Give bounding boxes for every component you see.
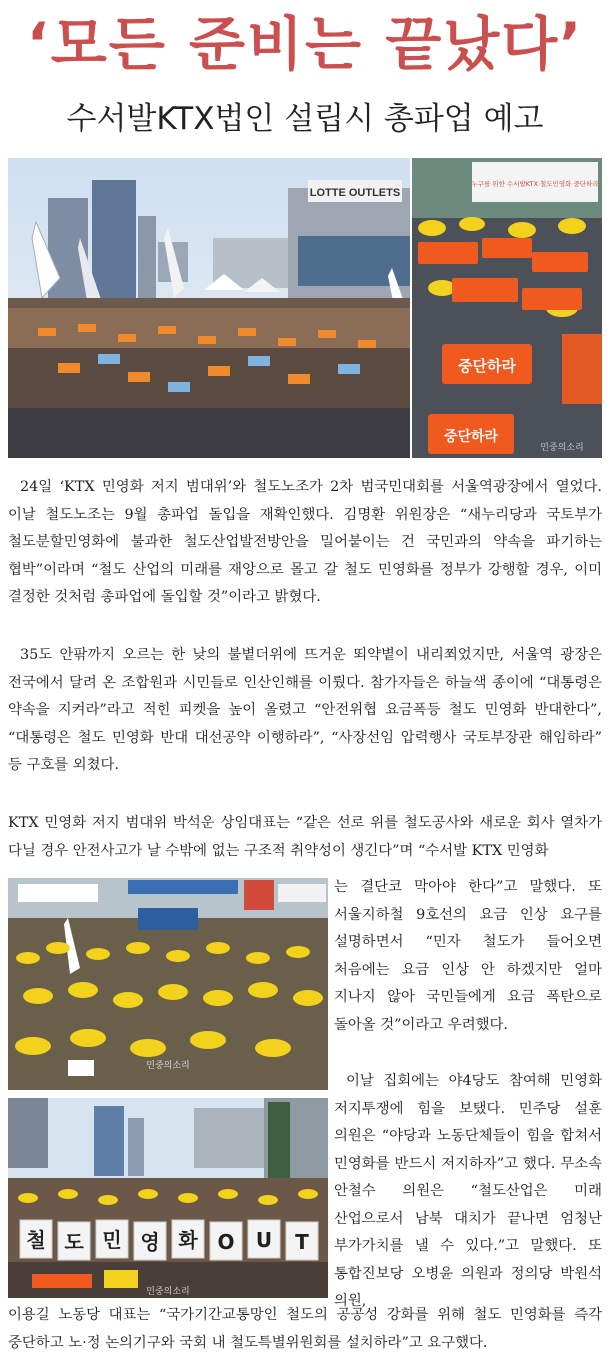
banner-text: 누구를 위한 수서발KTX 철도민영화 중단하라 bbox=[471, 180, 599, 188]
rally-photo-yellow-caps bbox=[8, 878, 328, 1090]
letter-card-1: 철 bbox=[26, 1228, 46, 1252]
rally-photo-plaza bbox=[8, 158, 410, 458]
headline: ‘모든 준비는 끝났다’ bbox=[26, 10, 584, 78]
letter-card-7: U bbox=[255, 1228, 273, 1252]
letter-card-2: 도 bbox=[64, 1230, 84, 1254]
letter-card-4: 영 bbox=[140, 1230, 160, 1254]
letter-card-6: O bbox=[217, 1230, 235, 1254]
placard-text-2: 중단하라 bbox=[443, 429, 499, 445]
article-paragraph-1: 24일 ‘KTX 민영화 저지 범대위’와 철도노조가 2차 범국민대회를 서울역광장에서 열었다. 이날 철도노조는 9월 총파업 돌입을 재확인했다. 김명환 위원장은 “새누리당과 국토부가 철도분할민영화에 불과한 철도산업발전방안을 밀어붙이는 건 국민과의 약속을 파기하는 협박”이라며 “철도 산업의 미래를 재앙으로 몰고 갈 철도 민영화를 정부가 강행할 경우, 이미 결정한 것처럼 총파업에 돌입할 것”이라고 밝혔다. bbox=[8, 479, 602, 605]
article-paragraph-2: 35도 안팎까지 오르는 한 낮의 불볕더위에 뜨거운 뙤약볕이 내리쬐었지만, 서울역 광장은 전국에서 달려 온 조합원과 시민들로 인산인해를 이뤘다. 참가자들은 하늘색 종이에 “대통령은 약속을 지켜라”라고 적힌 피켓을 높이 올렸고 “안전위협 요금폭등 철도 민영화 반대한다”, “대통령은 철도 민영화 반대 대선공약 이행하라”, “사장선임 압력행사 국토부장관 해임하라” 등 구호를 외쳤다. bbox=[8, 647, 602, 773]
watermark: 민중의소리 bbox=[540, 443, 584, 453]
rally-photo-placards bbox=[412, 158, 602, 458]
rally-photo-out-letters bbox=[8, 1098, 328, 1298]
letter-card-5: 화 bbox=[178, 1228, 198, 1252]
watermark: 민중의소리 bbox=[146, 1287, 190, 1297]
article-paragraph-4a: 이날 집회에는 야4당도 참여해 민영화 저지투쟁에 힘을 보탰다. 민주당 설훈 의원은 “야당과 노동단체들이 힘을 합쳐서 민영화를 반드시 저지하자”고 했다. 무소속 안철수 의원은 “철도산업은 미래 산업으로서 남북 대치가 끝나면 엄청난 부가가치를 낼 수 있다.”고 말했다. 또 통합진보당 오병윤 의원과 정의당 박원석 의원, bbox=[334, 1073, 602, 1309]
placard-text: 중단하라 bbox=[458, 357, 516, 375]
subheadline: 수서발KTX법인 설립시 총파업 예고 bbox=[66, 101, 544, 137]
letter-card-8: T bbox=[295, 1230, 309, 1254]
lotte-outlets-sign: LOTTE OUTLETS bbox=[309, 187, 401, 199]
letter-card-3: 민 bbox=[102, 1228, 122, 1252]
watermark: 민중의소리 bbox=[146, 1061, 190, 1071]
article-paragraph-4b: 이용길 노동당 대표는 “국가기간교통망인 철도의 공공성 강화를 위해 철도 민영화를 즉각 중단하고 노·정 논의기구와 국회 내 철도특별위원회를 설치하라”고 요구했다. bbox=[8, 1307, 602, 1351]
article-paragraph-3b: 는 결단코 막아야 한다”고 말했다. 또 서울지하철 9호선의 요금 인상 요구를 설명하면서 “민자 철도가 들어오면 처음에는 요금 인상 안 하겠지만 얼마 지나지 않아 국민들에게 요금 폭탄으로 돌아올 것”이라고 우려했다. bbox=[334, 879, 602, 1033]
article-paragraph-3a: KTX 민영화 저지 범대위 박석운 상임대표는 “같은 선로 위를 철도공사와 새로운 회사 열차가 다닐 경우 안전사고가 날 수밖에 없는 구조적 취약성이 생긴다”며 “수서발 KTX 민영화 bbox=[8, 815, 602, 859]
